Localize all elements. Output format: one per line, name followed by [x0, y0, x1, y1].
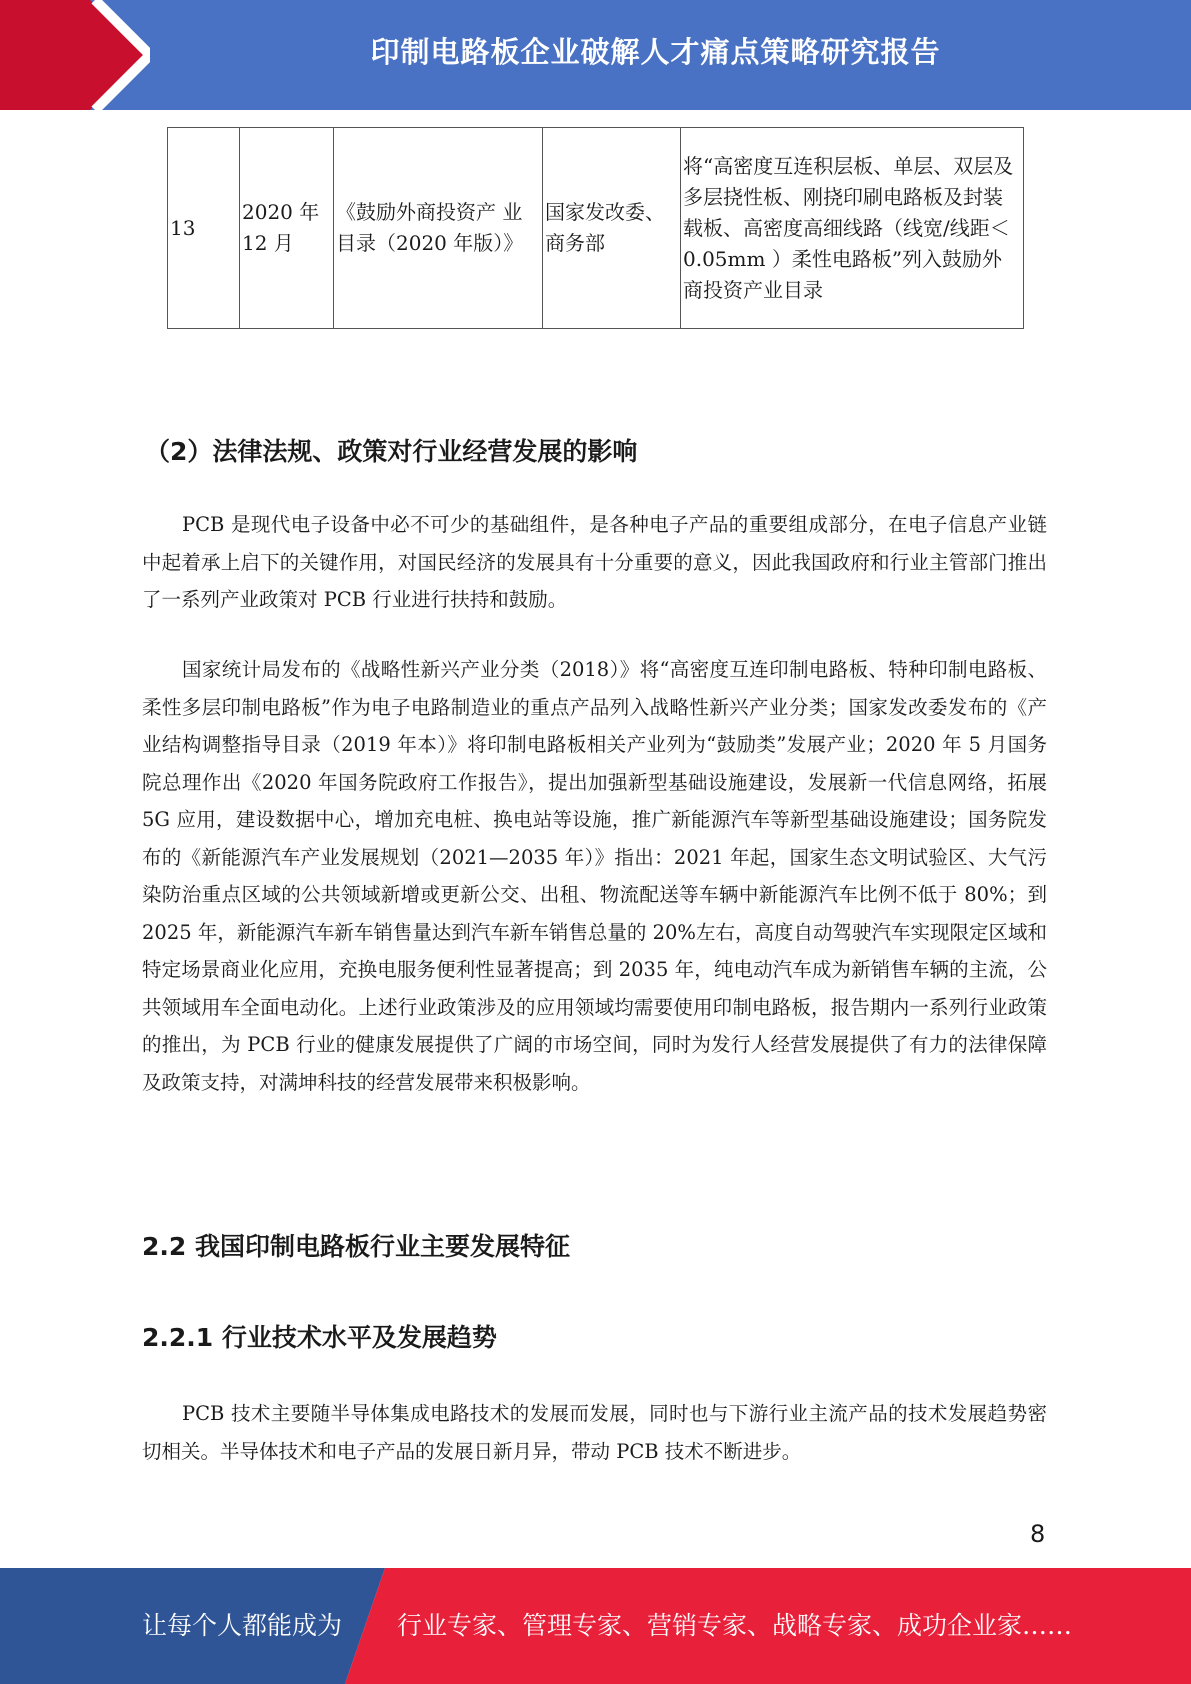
- cell-date: 2020 年 12 月: [240, 128, 334, 329]
- cell-content: 将“高密度互连积层板、单层、双层及多层挠性板、刚挠印刷电路板及封装载板、高密度高细线路（线宽/线距＜0.05mm ）柔性电路板”列入鼓励外商投资产业目录: [681, 128, 1024, 329]
- policy-table: [167, 127, 1024, 329]
- page-number: 8: [1030, 1520, 1046, 1548]
- heading-2-2: 2.2 我国印制电路板行业主要发展特征: [142, 1232, 570, 1261]
- cell-no: 13: [168, 128, 240, 329]
- page-footer: [0, 1568, 1191, 1684]
- paragraph-1: PCB 是现代电子设备中必不可少的基础组件，是各种电子产品的重要组成部分，在电子信息产业链中起着承上启下的关键作用，对国民经济的发展具有十分重要的意义，因此我国政府和行业主管部门推出了一系列产业政策对 PCB 行业进行扶持和鼓励。: [142, 513, 1047, 611]
- paragraph-2: 国家统计局发布的《战略性新兴产业分类（2018）》将“高密度互连印制电路板、特种印制电路板、柔性多层印制电路板”作为电子电路制造业的重点产品列入战略性新兴产业分类；国家发改委发布的《产业结构调整指导目录（2019 年本）》将印制电路板相关产业列为“鼓励类”发展产业；2020 年 5 月国务院总理作出《2020 年国务院政府工作报告》，提出加强新型基础设施建设，发展新一代信息网络，拓展 5G 应用，建设数据中心，增加充电桩、换电站等设施，推广新能源汽车等新型基础设施建设；国务院发布的《新能源汽车产业发展规划（2021—2035 年）》指出：2021 年起，国家生态文明试验区、大气污染防治重点区域的公共领域新增或更新公交、出租、物流配送等车辆中新能源汽车比例不低于 80%；到 2025 年，新能源汽车新车销售量达到汽车新车销售总量的 20%左右，高度自动驾驶汽车实现限定区域和特定场景商业化应用，充换电服务便利性显著提高；到 2035 年，纯电动汽车成为新销售车辆的主流，公共领域用车全面电动化。上述行业政策涉及的应用领域均需要使用印制电路板，报告期内一系列行业政策的推出，为 PCB 行业的健康发展提供了广阔的市场空间，同时为发行人经营发展提供了有力的法律保障及政策支持，对满坤科技的经营发展带来积极影响。: [142, 658, 1047, 1094]
- heading-2-2-1: 2.2.1 行业技术水平及发展趋势: [142, 1323, 497, 1352]
- footer-slogan-left: 让每个人都能成为: [142, 1611, 343, 1640]
- header-title: 印制电路板企业破解人才痛点策略研究报告: [370, 35, 941, 69]
- table-row: [168, 128, 1024, 329]
- page-header: [0, 0, 1191, 110]
- section-heading: （2）法律法规、政策对行业经营发展的影响: [145, 437, 638, 466]
- cell-document: 《鼓励外商投资产 业目录（2020 年版）》: [334, 128, 543, 329]
- cell-issuer: 国家发改委、商务部: [543, 128, 681, 329]
- footer-slogan-right: 行业专家、管理专家、营销专家、战略专家、成功企业家……: [397, 1611, 1073, 1640]
- paragraph-3: PCB 技术主要随半导体集成电路技术的发展而发展，同时也与下游行业主流产品的技术发展趋势密切相关。半导体技术和电子产品的发展日新月异，带动 PCB 技术不断进步。: [142, 1402, 1047, 1463]
